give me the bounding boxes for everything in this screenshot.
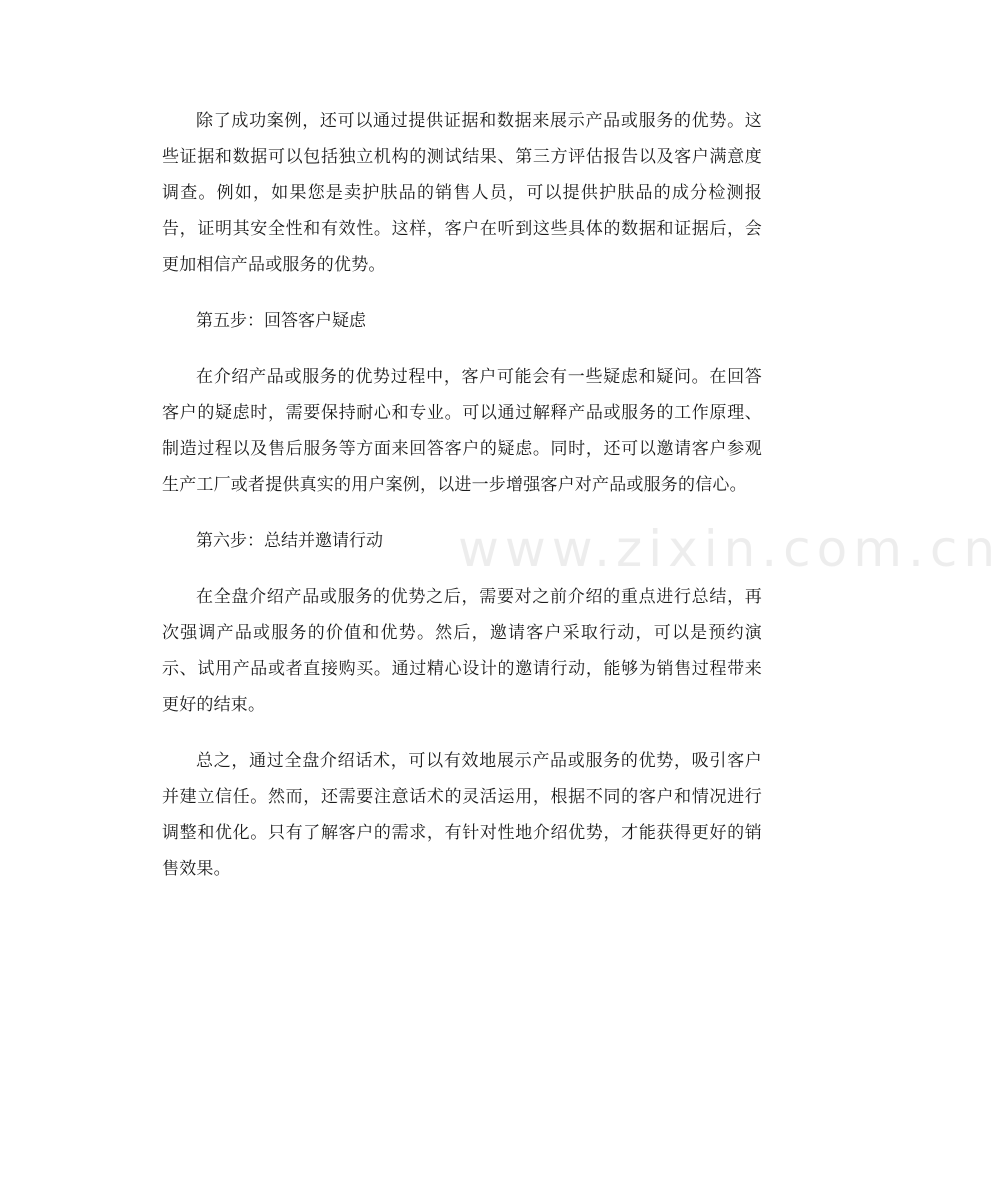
document-body [162,103,762,907]
paragraph-conclusion: 总之，通过全盘介绍话术，可以有效地展示产品或服务的优势，吸引客户并建立信任。然而，还需要注意话术的灵活运用，根据不同的客户和情况进行调整和优化。只有了解客户的需求，有针对性地介绍优势，才能获得更好的销售效果。 [162,751,762,879]
paragraph-summary-invite: 在全盘介绍产品或服务的优势之后，需要对之前介绍的重点进行总结，再次强调产品或服务的价值和优势。然后，邀请客户采取行动，可以是预约演示、试用产品或者直接购买。通过精心设计的邀请行动，能够为销售过程带来更好的结束。 [162,587,762,715]
paragraph-answer-doubts: 在介绍产品或服务的优势过程中，客户可能会有一些疑虑和疑问。在回答客户的疑虑时，需要保持耐心和专业。可以通过解释产品或服务的工作原理、制造过程以及售后服务等方面来回答客户的疑虑。同时，还可以邀请客户参观生产工厂或者提供真实的用户案例，以进一步增强客户对产品或服务的信心。 [162,367,762,495]
heading-step-five: 第五步：回答客户疑虑 [196,311,366,331]
heading-step-six: 第六步：总结并邀请行动 [196,531,383,551]
paragraph-evidence: 除了成功案例，还可以通过提供证据和数据来展示产品或服务的优势。这些证据和数据可以包括独立机构的测试结果、第三方评估报告以及客户满意度调查。例如，如果您是卖护肤品的销售人员，可以提供护肤品的成分检测报告，证明其安全性和有效性。这样，客户在听到这些具体的数据和证据后，会更加相信产品或服务的优势。 [162,111,762,275]
watermark: www.zixin.com.cn [458,520,1001,578]
